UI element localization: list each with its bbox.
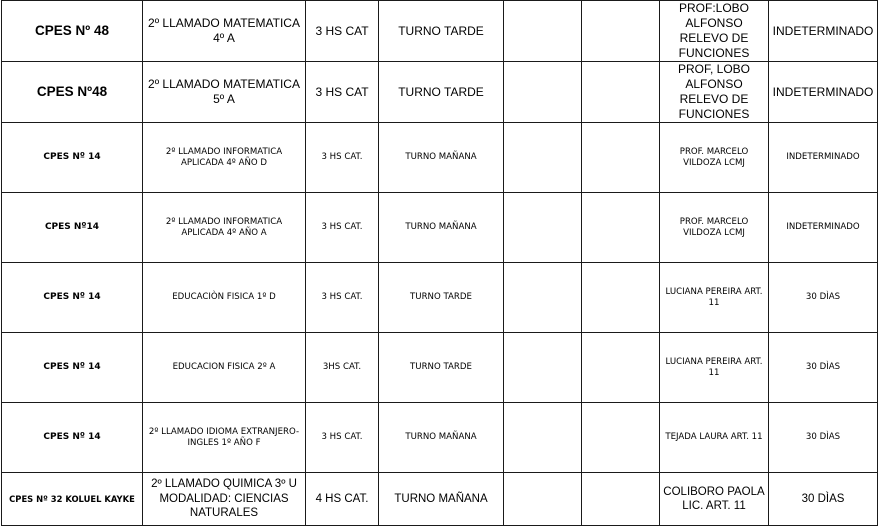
duration-cell: INDETERMINADO [769,1,878,62]
table-row [2,193,878,263]
position-cell: 2º LLAMADO MATEMATICA 4º A [143,1,306,62]
empty-cell [582,193,660,263]
replaces-cell: PROF:LOBO ALFONSO RELEVO DE FUNCIONES [660,1,769,62]
hours-cell: 4 HS CAT. [306,473,379,526]
empty-cell [504,62,582,123]
replaces-cell: COLIBORO PAOLA LIC. ART. 11 [660,473,769,526]
hours-cell: 3 HS CAT. [306,403,379,473]
shift-cell: TURNO TARDE [379,333,504,403]
duration-cell: 30 DÌAS [769,333,878,403]
shift-cell: TURNO MAÑANA [379,403,504,473]
job-call-table [1,0,878,526]
shift-cell: TURNO TARDE [379,1,504,62]
replaces-cell: PROF. MARCELO VILDOZA LCMJ [660,123,769,193]
empty-cell [582,1,660,62]
replaces-cell: LUCIANA PEREIRA ART. 11 [660,263,769,333]
school-cell: CPES Nº 14 [2,123,143,193]
table-row [2,473,878,526]
empty-cell [504,123,582,193]
school-cell: CPES Nº48 [2,62,143,123]
table-row [2,1,878,62]
position-cell: EDUCACIÒN FISICA 1º D [143,263,306,333]
shift-cell: TURNO MAÑANA [379,123,504,193]
table-row [2,263,878,333]
school-cell: CPES Nº 14 [2,333,143,403]
hours-cell: 3 HS CAT [306,62,379,123]
duration-cell: INDETERMINADO [769,123,878,193]
empty-cell [504,403,582,473]
duration-cell: INDETERMINADO [769,193,878,263]
empty-cell [504,333,582,403]
shift-cell: TURNO MAÑANA [379,473,504,526]
duration-cell: 30 DÌAS [769,263,878,333]
duration-cell: 30 DÌAS [769,403,878,473]
empty-cell [582,333,660,403]
position-cell: 2º LLAMADO IDIOMA EXTRANJERO- INGLES 1º AÑO F [143,403,306,473]
position-cell: 2º LLAMADO INFORMATICA APLICADA 4º AÑO A [143,193,306,263]
empty-cell [582,473,660,526]
school-cell: CPES Nº14 [2,193,143,263]
replaces-cell: PROF, LOBO ALFONSO RELEVO DE FUNCIONES [660,62,769,123]
empty-cell [582,403,660,473]
school-cell: CPES Nº 14 [2,403,143,473]
position-cell: 2º LLAMADO INFORMATICA APLICADA 4º AÑO D [143,123,306,193]
position-cell: 2º LLAMADO MATEMATICA 5º A [143,62,306,123]
position-cell: 2º LLAMADO QUIMICA 3º U MODALIDAD: CIENCIAS NATURALES [143,473,306,526]
empty-cell [504,1,582,62]
hours-cell: 3 HS CAT. [306,123,379,193]
position-cell: EDUCACION FISICA 2º A [143,333,306,403]
table-row [2,403,878,473]
hours-cell: 3 HS CAT. [306,193,379,263]
hours-cell: 3 HS CAT. [306,263,379,333]
hours-cell: 3 HS CAT [306,1,379,62]
shift-cell: TURNO MAÑANA [379,193,504,263]
replaces-cell: TEJADA LAURA ART. 11 [660,403,769,473]
hours-cell: 3HS CAT. [306,333,379,403]
replaces-cell: PROF. MARCELO VILDOZA LCMJ [660,193,769,263]
replaces-cell: LUCIANA PEREIRA ART. 11 [660,333,769,403]
shift-cell: TURNO TARDE [379,62,504,123]
empty-cell [504,473,582,526]
school-cell: CPES Nº 14 [2,263,143,333]
empty-cell [504,193,582,263]
empty-cell [504,263,582,333]
duration-cell: INDETERMINADO [769,62,878,123]
empty-cell [582,62,660,123]
shift-cell: TURNO TARDE [379,263,504,333]
table-row [2,333,878,403]
table-row [2,62,878,123]
empty-cell [582,263,660,333]
duration-cell: 30 DÌAS [769,473,878,526]
table-row [2,123,878,193]
school-cell: CPES Nº 32 KOLUEL KAYKE [2,473,143,526]
school-cell: CPES Nº 48 [2,1,143,62]
empty-cell [582,123,660,193]
